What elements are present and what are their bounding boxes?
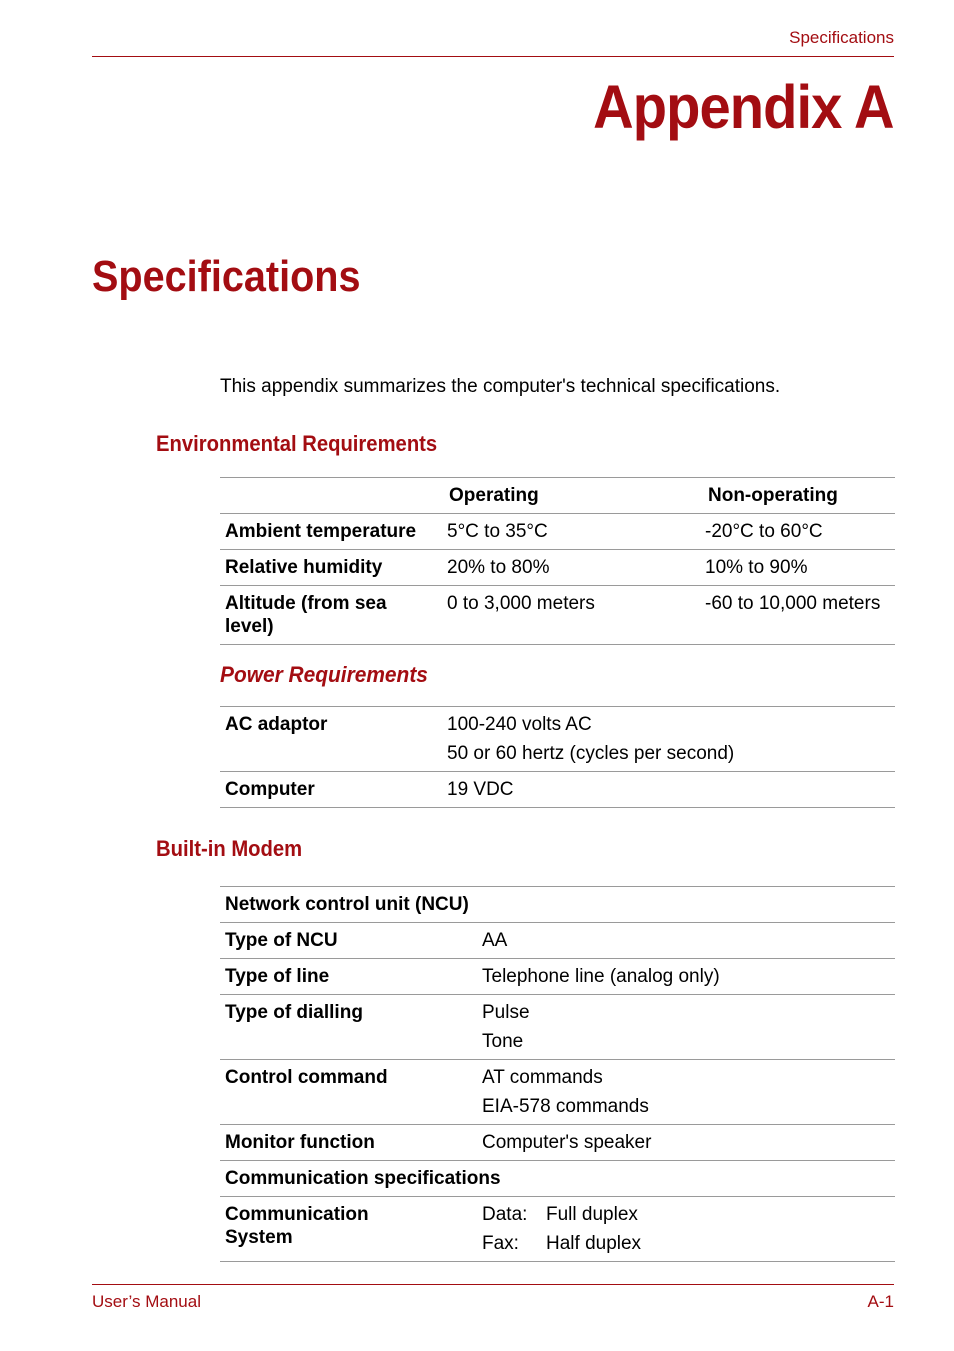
intro-paragraph: This appendix summarizes the computer's technical specifications. [220, 376, 781, 397]
modem-table [220, 886, 895, 1262]
table-row [220, 707, 895, 772]
value-line: Tone [482, 1031, 524, 1052]
row-label: Ambient temperature [220, 514, 442, 550]
appendix-title: Appendix A [593, 73, 894, 141]
environmental-heading: Environmental Requirements [156, 431, 438, 456]
table-row [220, 1125, 895, 1161]
table-row [220, 959, 895, 995]
comm-header: Communication specifications [220, 1161, 895, 1197]
entry-value: Full duplex [546, 1204, 638, 1225]
table-cell [477, 995, 895, 1060]
row-label: Communication System [220, 1197, 477, 1262]
row-label: AC adaptor [220, 707, 442, 772]
value-line: 100-240 volts AC [447, 714, 592, 735]
power-table [220, 706, 895, 808]
table-header-cell [442, 478, 700, 514]
table-cell [442, 707, 895, 772]
table-cell [477, 1060, 895, 1125]
table-header-row [220, 478, 895, 514]
ncu-header: Network control unit (NCU) [220, 887, 895, 923]
table-cell: Telephone line (analog only) [477, 959, 895, 995]
row-label: Relative humidity [220, 550, 442, 586]
operating-header: Operating [449, 485, 539, 506]
entry-key: Fax: [482, 1233, 519, 1254]
header-rule [92, 56, 894, 57]
non-operating-header: Non-operating [708, 485, 838, 506]
row-label: Altitude (from sea level) [220, 586, 442, 645]
table-cell: -20°C to 60°C [700, 514, 895, 550]
entry-value: Half duplex [546, 1233, 642, 1254]
value-line: EIA-578 commands [482, 1096, 649, 1117]
table-cell: 0 to 3,000 meters [442, 586, 700, 645]
table-cell: 10% to 90% [700, 550, 895, 586]
footer-manual-label: User’s Manual [92, 1292, 201, 1311]
footer-rule [92, 1284, 894, 1285]
entry-key: Data: [482, 1204, 528, 1225]
table-row [220, 772, 895, 808]
table-header-cell [220, 478, 442, 514]
table-cell: 5°C to 35°C [442, 514, 700, 550]
power-heading: Power Requirements [220, 662, 428, 687]
row-label: Control command [220, 1060, 477, 1125]
value-line: Pulse [482, 1002, 530, 1023]
table-cell: AA [477, 923, 895, 959]
row-label: Type of dialling [220, 995, 477, 1060]
table-row [220, 1060, 895, 1125]
row-label: Computer [220, 772, 442, 808]
section-header-row [220, 1161, 895, 1197]
table-row [220, 550, 895, 586]
table-cell [477, 1197, 895, 1262]
value-line [482, 1203, 890, 1226]
row-label: Type of line [220, 959, 477, 995]
page-number: A-1 [867, 1292, 894, 1311]
table-row [220, 1197, 895, 1262]
row-label: Monitor function [220, 1125, 477, 1161]
row-label: Type of NCU [220, 923, 477, 959]
value-line: 50 or 60 hertz (cycles per second) [447, 743, 735, 764]
chapter-title: Specifications [92, 252, 361, 301]
modem-heading: Built-in Modem [156, 836, 303, 861]
table-cell: Computer's speaker [477, 1125, 895, 1161]
section-header-row [220, 887, 895, 923]
table-row [220, 586, 895, 645]
table-row [220, 923, 895, 959]
running-header: Specifications [789, 28, 894, 47]
table-header-cell [700, 478, 895, 514]
table-cell: -60 to 10,000 meters [700, 586, 895, 645]
table-cell: 20% to 80% [442, 550, 700, 586]
table-row [220, 995, 895, 1060]
value-line [482, 1232, 890, 1255]
table-row [220, 514, 895, 550]
value-line: AT commands [482, 1067, 603, 1088]
environmental-table [220, 477, 895, 645]
table-cell: 19 VDC [442, 772, 895, 808]
